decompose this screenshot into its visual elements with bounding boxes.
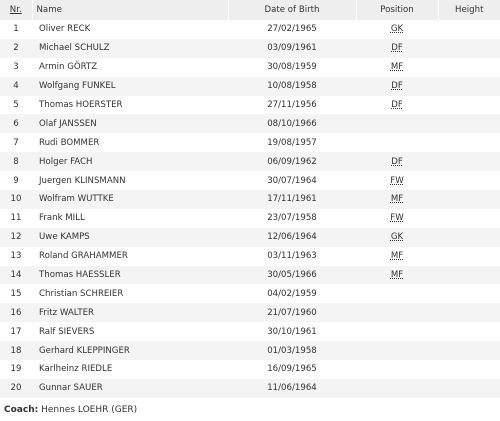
player-position — [356, 379, 438, 398]
position-abbr: GK — [390, 24, 404, 35]
position-abbr: FW — [390, 213, 404, 224]
player-dob: 27/11/1956 — [267, 100, 317, 110]
player-dob: 04/02/1959 — [267, 288, 317, 299]
player-name: Michael SCHULZ — [32, 39, 228, 58]
position-abbr: GK — [390, 232, 404, 243]
player-name: Karlheinz RIEDLE — [39, 364, 113, 375]
position-abbr: MF — [390, 251, 404, 262]
player-name: Roland GRAHAMMER — [39, 251, 128, 262]
player-name: Thomas HAESSLER — [32, 266, 228, 285]
table-row — [0, 20, 500, 39]
table-row — [0, 284, 500, 303]
player-dob: 30/07/1964 — [267, 175, 317, 186]
player-number: 19 — [10, 364, 22, 375]
player-height — [438, 96, 500, 115]
column-header-name: Name — [32, 0, 228, 20]
player-name: Gunnar SAUER — [32, 379, 228, 398]
player-number: 12 — [0, 228, 32, 247]
position-abbr: MF — [390, 62, 404, 73]
coach-line — [0, 405, 500, 415]
position-abbr: DF — [391, 100, 403, 110]
player-name: Frank MILL — [39, 213, 85, 224]
table-header — [0, 0, 500, 20]
coach-label: Coach: — [4, 404, 39, 415]
player-number: 7 — [13, 137, 19, 148]
player-number: 8 — [0, 152, 32, 171]
table-row — [0, 77, 500, 96]
player-dob: 30/08/1959 — [267, 62, 317, 73]
player-dob: 03/11/1963 — [267, 251, 317, 262]
table-row — [0, 379, 500, 398]
player-height — [438, 209, 500, 228]
player-dob: 30/05/1966 — [228, 266, 356, 285]
player-dob: 21/07/1960 — [228, 303, 356, 322]
player-dob: 17/11/1961 — [228, 190, 356, 209]
player-position — [356, 96, 438, 115]
position-abbr: DF — [391, 81, 403, 92]
player-position — [356, 303, 438, 322]
player-number: 15 — [10, 288, 22, 299]
player-height — [438, 341, 500, 360]
player-number: 17 — [10, 326, 22, 337]
player-name: Ralf SIEVERS — [39, 326, 95, 337]
player-dob: 10/08/1958 — [228, 77, 356, 96]
player-position — [356, 322, 438, 341]
player-position — [356, 152, 438, 171]
player-dob: 27/02/1965 — [267, 24, 317, 35]
player-height — [438, 152, 500, 171]
table-row — [0, 133, 500, 152]
player-position — [356, 228, 438, 247]
position-abbr: FW — [390, 175, 404, 186]
table-row — [0, 247, 500, 266]
player-number: 1 — [13, 24, 19, 35]
player-name: Uwe KAMPS — [32, 228, 228, 247]
player-position — [356, 39, 438, 58]
player-position — [356, 58, 438, 77]
player-number: 5 — [13, 100, 19, 110]
table-row — [0, 114, 500, 133]
player-position — [356, 171, 438, 190]
player-height — [438, 247, 500, 266]
player-number: 3 — [13, 62, 19, 73]
player-dob: 16/09/1965 — [267, 364, 317, 375]
player-name: Armin GÖRTZ — [39, 62, 98, 73]
player-dob: 01/03/1958 — [228, 341, 356, 360]
column-header-position: Position — [356, 0, 438, 20]
player-height — [438, 39, 500, 58]
player-number: 13 — [10, 251, 22, 262]
table-row — [0, 303, 500, 322]
table-row — [0, 341, 500, 360]
table-row — [0, 322, 500, 341]
table-row — [0, 190, 500, 209]
table-row — [0, 360, 500, 379]
player-name: Juergen KLINSMANN — [39, 175, 126, 186]
table-body — [0, 20, 500, 398]
column-header-dob: Date of Birth — [228, 0, 356, 20]
player-dob: 12/06/1964 — [228, 228, 356, 247]
player-height — [438, 228, 500, 247]
player-name: Wolfram WUTTKE — [32, 190, 228, 209]
player-name: Thomas HOERSTER — [39, 100, 123, 110]
player-position — [356, 77, 438, 96]
player-dob: 19/08/1957 — [267, 137, 317, 148]
player-height — [438, 58, 500, 77]
player-number: 10 — [0, 190, 32, 209]
player-name: Fritz WALTER — [32, 303, 228, 322]
player-name: Holger FACH — [32, 152, 228, 171]
table-row — [0, 39, 500, 58]
player-height — [438, 284, 500, 303]
player-height — [438, 266, 500, 285]
player-height — [438, 77, 500, 96]
player-height — [438, 133, 500, 152]
header-row — [0, 0, 500, 20]
player-position — [356, 341, 438, 360]
player-number: 20 — [0, 379, 32, 398]
player-dob: 23/07/1958 — [267, 213, 317, 224]
player-position — [356, 360, 438, 379]
position-abbr: DF — [391, 156, 403, 167]
player-dob: 06/09/1962 — [228, 152, 356, 171]
player-name: Rudi BOMMER — [39, 137, 100, 148]
player-number: 4 — [0, 77, 32, 96]
player-position — [356, 209, 438, 228]
table-row — [0, 209, 500, 228]
player-number: 16 — [0, 303, 32, 322]
player-number: 18 — [0, 341, 32, 360]
player-height — [438, 379, 500, 398]
player-height — [438, 20, 500, 39]
player-dob: 08/10/1966 — [228, 114, 356, 133]
player-dob: 03/09/1961 — [228, 39, 356, 58]
player-position — [356, 114, 438, 133]
coach-name: Hennes LOEHR (GER) — [41, 404, 138, 415]
player-number: 14 — [0, 266, 32, 285]
player-position — [356, 133, 438, 152]
player-height — [438, 190, 500, 209]
position-abbr: MF — [390, 194, 404, 205]
player-name: Wolfgang FUNKEL — [32, 77, 228, 96]
player-height — [438, 322, 500, 341]
column-header-height: Height — [438, 0, 500, 20]
player-position — [356, 284, 438, 303]
player-name: Olaf JANSSEN — [32, 114, 228, 133]
column-header-nr[interactable]: Nr. — [9, 5, 22, 15]
player-number: 9 — [13, 175, 19, 186]
player-dob: 11/06/1964 — [228, 379, 356, 398]
player-dob: 30/10/1961 — [267, 326, 317, 337]
player-height — [438, 360, 500, 379]
position-abbr: DF — [391, 43, 403, 54]
table-row — [0, 266, 500, 285]
player-height — [438, 303, 500, 322]
player-position — [356, 20, 438, 39]
table-row — [0, 152, 500, 171]
player-name: Oliver RECK — [39, 24, 91, 35]
player-number: 2 — [0, 39, 32, 58]
table-row — [0, 228, 500, 247]
player-number: 6 — [0, 114, 32, 133]
table-row — [0, 58, 500, 77]
player-position — [356, 190, 438, 209]
player-name: Gerhard KLEPPINGER — [32, 341, 228, 360]
player-position — [356, 247, 438, 266]
position-abbr: MF — [390, 270, 404, 281]
player-height — [438, 171, 500, 190]
table-row — [0, 171, 500, 190]
player-position — [356, 266, 438, 285]
player-name: Christian SCHREIER — [39, 288, 124, 299]
table-row — [0, 96, 500, 115]
player-height — [438, 114, 500, 133]
player-number: 11 — [10, 213, 22, 224]
